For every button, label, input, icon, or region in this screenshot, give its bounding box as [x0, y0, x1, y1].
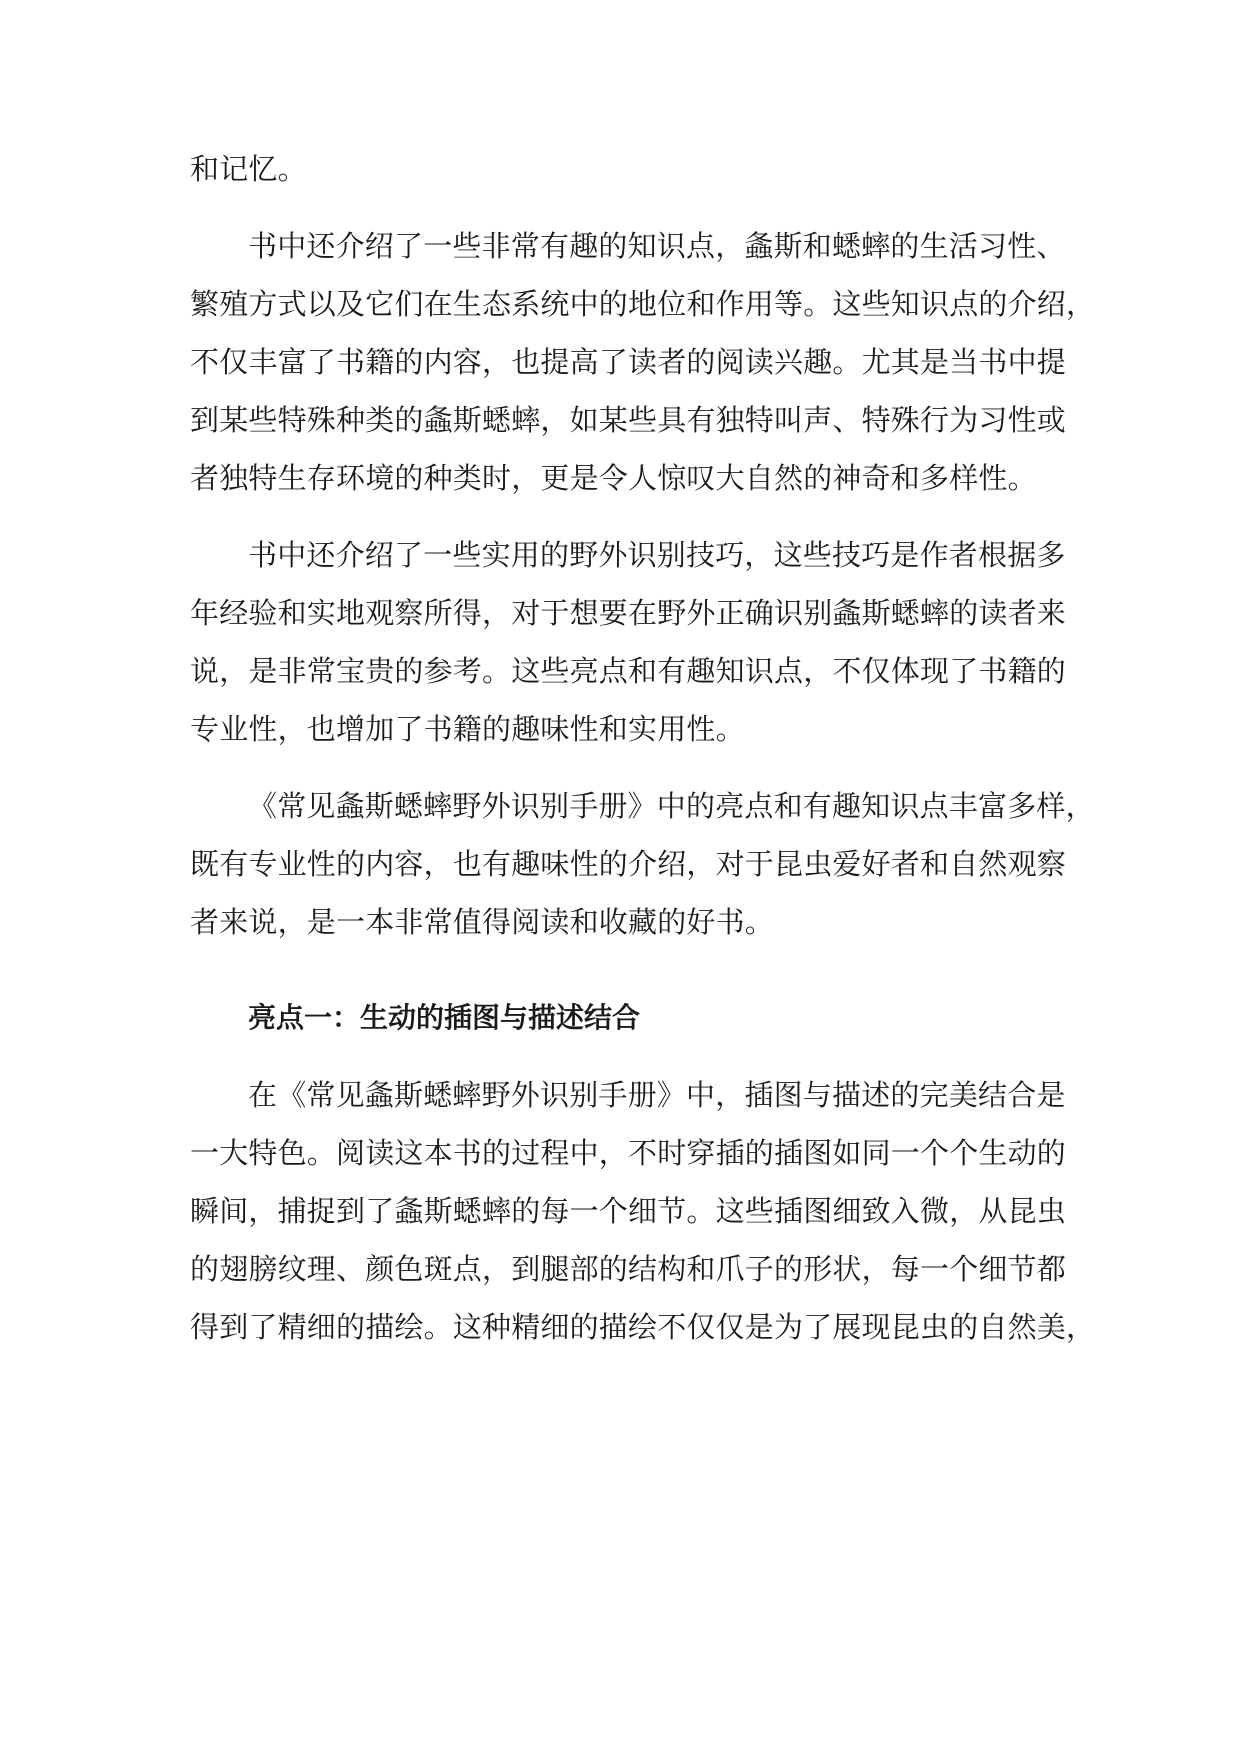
text-line: 得到了精细的描绘。这种精细的描绘不仅仅是为了展现昆虫的自然美， [190, 1310, 1096, 1344]
text-line: 《常见螽斯蟋蟀野外识别手册》中的亮点和有趣知识点丰富多样， [248, 789, 1095, 823]
paragraph-identification-skills [190, 526, 1067, 758]
paragraph-illustrations [190, 1066, 1096, 1356]
paragraph-continuation [190, 140, 1060, 198]
text-line: 书中还介绍了一些实用的野外识别技巧，这些技巧是作者根据多 [248, 538, 1066, 572]
text-line: 者来说，是一本非常值得阅读和收藏的好书。 [190, 905, 775, 939]
text-line: 的翅膀纹理、颜色斑点，到腿部的结构和爪子的形状，每一个细节都 [190, 1252, 1067, 1286]
text-line: 在《常见螽斯蟋蟀野外识别手册》中，插图与描述的完美结合是 [248, 1078, 1066, 1112]
text-line: 说，是非常宝贵的参考。这些亮点和有趣知识点，不仅体现了书籍的 [190, 654, 1067, 688]
text-line: 和记忆。 [190, 152, 307, 186]
text-line: 一大特色。阅读这本书的过程中，不时穿插的插图如同一个个生动的 [190, 1136, 1067, 1170]
text-line: 到某些特殊种类的螽斯蟋蟀，如某些具有独特叫声、特殊行为习性或 [190, 403, 1067, 437]
text-line: 不仅丰富了书籍的内容，也提高了读者的阅读兴趣。尤其是当书中提 [190, 345, 1067, 379]
text-line: 既有专业性的内容，也有趣味性的介绍，对于昆虫爱好者和自然观察 [190, 847, 1067, 881]
text-line: 专业性，也增加了书籍的趣味性和实用性。 [190, 712, 745, 746]
text-line: 年经验和实地观察所得，对于想要在野外正确识别螽斯蟋蟀的读者来 [190, 596, 1067, 630]
document-page [190, 140, 1096, 1356]
text-line: 繁殖方式以及它们在生态系统中的地位和作用等。这些知识点的介绍， [190, 287, 1096, 321]
text-line: 瞬间，捕捉到了螽斯蟋蟀的每一个细节。这些插图细致入微，从昆虫 [190, 1194, 1067, 1228]
text-line: 者独特生存环境的种类时，更是令人惊叹大自然的神奇和多样性。 [190, 461, 1037, 495]
paragraph-summary [190, 777, 1095, 951]
paragraph-knowledge-points [190, 217, 1096, 507]
text-line: 书中还介绍了一些非常有趣的知识点，螽斯和蟋蟀的生活习性、 [248, 229, 1066, 263]
section-heading: 亮点一：生动的插图与描述结合 [248, 1001, 641, 1034]
